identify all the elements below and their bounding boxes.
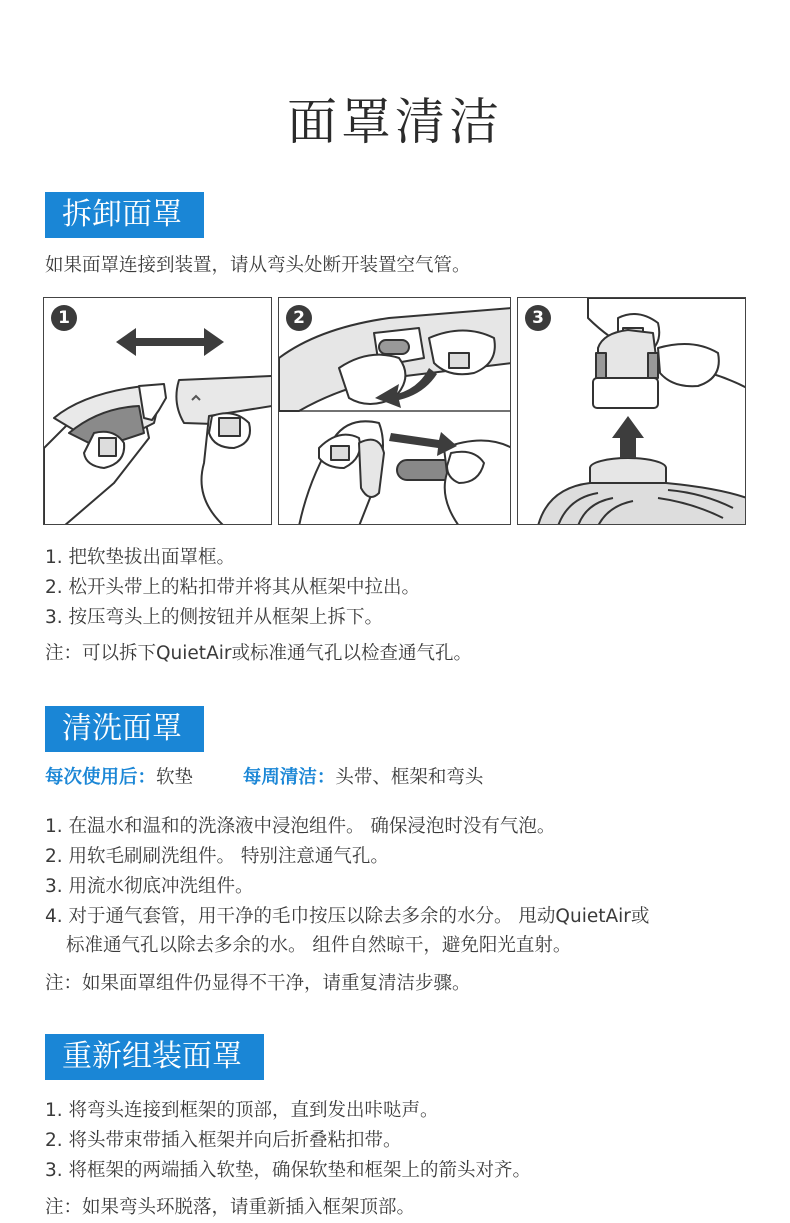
disconnect-illustration — [44, 298, 272, 525]
section-heading-reassemble: 重新组装面罩 — [45, 1034, 264, 1080]
wash-note: 注：如果面罩组件仍显得不干净，请重复清洁步骤。 — [45, 973, 471, 994]
step-number-badge: 1 — [51, 305, 77, 331]
weekly-value: 头带、框架和弯头 — [335, 767, 484, 788]
wash-step-4: 4. 对于通气套管，用干净的毛巾按压以除去多余的水分。 甩动QuietAir或 — [45, 906, 650, 927]
illustration-panel-3 — [517, 297, 746, 525]
reassemble-step-1: 1. 将弯头连接到框架的顶部，直到发出咔哒声。 — [45, 1100, 439, 1121]
after-each-use-label: 每次使用后： — [45, 767, 157, 788]
page-title: 面罩清洁 — [287, 93, 503, 151]
weekly-label: 每周清洁： — [242, 767, 336, 788]
wash-step-4-continued: 标准通气孔以除去多余的水。 组件自然晾干，避免阳光直射。 — [66, 935, 572, 956]
remove-step-2: 2. 松开头带上的粘扣带并将其从框架中拉出。 — [45, 577, 421, 598]
step-number-badge: 2 — [286, 305, 312, 331]
wash-schedule — [45, 766, 483, 790]
step-number-badge: 3 — [525, 305, 551, 331]
section-heading-wash: 清洗面罩 — [45, 706, 204, 752]
wash-step-3: 3. 用流水彻底冲洗组件。 — [45, 876, 254, 897]
reassemble-note: 注：如果弯头环脱落，请重新插入框架顶部。 — [45, 1197, 416, 1218]
reassemble-step-2: 2. 将头带束带插入框架并向后折叠粘扣带。 — [45, 1130, 402, 1151]
elbow-removal-illustration — [518, 298, 746, 525]
headgear-strap-illustration — [279, 298, 511, 525]
remove-intro: 如果面罩连接到装置，请从弯头处断开装置空气管。 — [45, 255, 471, 276]
remove-step-3: 3. 按压弯头上的侧按钮并从框架上拆下。 — [45, 607, 384, 628]
section-heading-remove: 拆卸面罩 — [45, 192, 204, 238]
illustration-panel-1 — [43, 297, 272, 525]
remove-note: 注：可以拆下QuietAir或标准通气孔以检查通气孔。 — [45, 643, 472, 664]
remove-step-1: 1. 把软垫拔出面罩框。 — [45, 547, 236, 568]
illustration-panel-2 — [278, 297, 511, 525]
wash-step-2: 2. 用软毛刷刷洗组件。 特别注意通气孔。 — [45, 846, 389, 867]
wash-step-1: 1. 在温水和温和的洗涤液中浸泡组件。 确保浸泡时没有气泡。 — [45, 816, 556, 837]
reassemble-step-3: 3. 将框架的两端插入软垫，确保软垫和框架上的箭头对齐。 — [45, 1160, 532, 1181]
after-each-use-value: 软垫 — [156, 767, 194, 788]
